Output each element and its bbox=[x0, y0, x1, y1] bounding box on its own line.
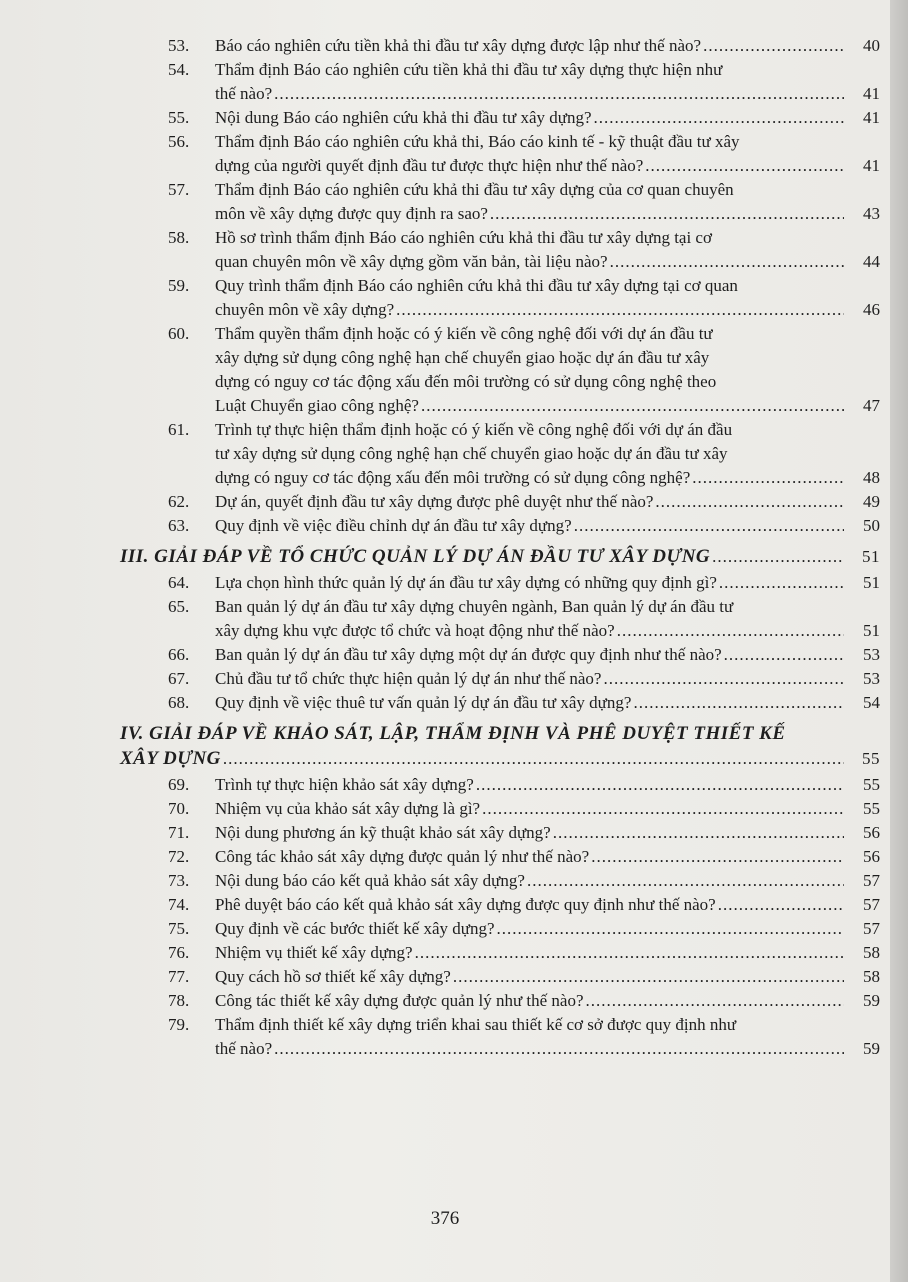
entry-number: 56. bbox=[168, 132, 190, 151]
entry-text: Dự án, quyết định đầu tư xây dựng được phê duyệt như thế nào? bbox=[215, 492, 654, 511]
entry-text: Quy cách hồ sơ thiết kế xây dựng? bbox=[215, 967, 451, 986]
entry-text-line bbox=[120, 544, 844, 569]
table-of-contents bbox=[120, 34, 880, 1061]
entry-text-line bbox=[215, 1037, 844, 1061]
toc-group-a bbox=[120, 34, 880, 538]
page-ref: 56 bbox=[863, 823, 880, 842]
entry-text: III. GIẢI ĐÁP VỀ TỔ CHỨC QUẢN LÝ DỰ ÁN ĐẦU TƯ XÂY DỰNG bbox=[120, 546, 711, 567]
page-ref: 59 bbox=[863, 991, 880, 1010]
toc-entry bbox=[120, 58, 880, 106]
entry-number: 61. bbox=[168, 420, 190, 439]
dot-leader bbox=[415, 941, 844, 965]
entry-text: quan chuyên môn về xây dựng gồm văn bản, tài liệu nào? bbox=[215, 252, 608, 271]
toc-entry bbox=[120, 821, 880, 845]
entry-number: 57. bbox=[168, 180, 190, 199]
dot-leader bbox=[396, 298, 844, 322]
dot-leader bbox=[421, 394, 844, 418]
entry-number: 79. bbox=[168, 1015, 190, 1034]
entry-text: Quy trình thẩm định Báo cáo nghiên cứu khả thi đầu tư xây dựng tại cơ quan bbox=[215, 276, 738, 295]
dot-leader bbox=[617, 619, 844, 643]
toc-entry bbox=[120, 490, 880, 514]
page-ref: 57 bbox=[863, 919, 880, 938]
dot-leader bbox=[703, 34, 844, 58]
dot-leader bbox=[692, 466, 844, 490]
dot-leader bbox=[591, 845, 844, 869]
entry-text-line bbox=[215, 466, 844, 490]
entry-text: Ban quản lý dự án đầu tư xây dựng một dự án được quy định như thế nào? bbox=[215, 645, 722, 664]
entry-text: Quy định về việc điều chỉnh dự án đầu tư xây dựng? bbox=[215, 516, 572, 535]
toc-entry bbox=[120, 34, 880, 58]
entry-text-line bbox=[215, 821, 844, 845]
entry-text-line bbox=[215, 394, 844, 418]
toc-entry bbox=[120, 226, 880, 274]
dot-leader bbox=[497, 917, 845, 941]
toc-entry bbox=[120, 917, 880, 941]
entry-text: Công tác thiết kế xây dựng được quản lý như thế nào? bbox=[215, 991, 584, 1010]
page-ref: 41 bbox=[863, 84, 880, 103]
entry-number: 70. bbox=[168, 799, 190, 818]
page-ref: 44 bbox=[863, 252, 880, 271]
dot-leader bbox=[274, 1037, 844, 1061]
entry-text: XÂY DỰNG bbox=[120, 748, 221, 769]
page-ref: 59 bbox=[863, 1039, 880, 1058]
toc-entry bbox=[120, 595, 880, 643]
toc-entry bbox=[120, 106, 880, 130]
dot-leader bbox=[610, 250, 844, 274]
toc-entry bbox=[120, 178, 880, 226]
entry-text-line bbox=[215, 965, 844, 989]
entry-text: môn về xây dựng được quy định ra sao? bbox=[215, 204, 488, 223]
page-ref: 41 bbox=[863, 156, 880, 175]
entry-text-line bbox=[215, 514, 844, 538]
toc-entry bbox=[120, 691, 880, 715]
entry-text: Nội dung báo cáo kết quả khảo sát xây dựng? bbox=[215, 871, 525, 890]
entry-text: Luật Chuyển giao công nghệ? bbox=[215, 396, 419, 415]
page-ref: 55 bbox=[863, 775, 880, 794]
entry-text-line bbox=[215, 797, 844, 821]
entry-text: Quy định về việc thuê tư vấn quản lý dự án đầu tư xây dựng? bbox=[215, 693, 632, 712]
entry-text: Ban quản lý dự án đầu tư xây dựng chuyên ngành, Ban quản lý dự án đầu tư bbox=[215, 597, 734, 616]
toc-group-b bbox=[120, 571, 880, 715]
entry-number: 65. bbox=[168, 597, 190, 616]
entry-text: Công tác khảo sát xây dựng được quản lý như thế nào? bbox=[215, 847, 590, 866]
entry-text: Chủ đầu tư tổ chức thực hiện quản lý dự án như thế nào? bbox=[215, 669, 602, 688]
entry-text-line bbox=[215, 941, 844, 965]
dot-leader bbox=[476, 773, 844, 797]
entry-number: 67. bbox=[168, 669, 190, 688]
toc-group-c bbox=[120, 773, 880, 1061]
entry-text-line bbox=[215, 691, 844, 715]
page-ref: 57 bbox=[863, 871, 880, 890]
page-ref: 43 bbox=[863, 204, 880, 223]
page-ref: 46 bbox=[863, 300, 880, 319]
page-ref: 51 bbox=[863, 573, 880, 592]
entry-number: 62. bbox=[168, 492, 190, 511]
entry-text: dựng của người quyết định đầu tư được thực hiện như thế nào? bbox=[215, 156, 644, 175]
entry-number: 72. bbox=[168, 847, 190, 866]
toc-entry bbox=[120, 965, 880, 989]
dot-leader bbox=[223, 746, 844, 771]
toc-entry bbox=[120, 989, 880, 1013]
page-ref: 53 bbox=[863, 669, 880, 688]
page-ref: 55 bbox=[863, 799, 880, 818]
entry-number: 76. bbox=[168, 943, 190, 962]
dot-leader bbox=[274, 82, 844, 106]
entry-text-line bbox=[215, 34, 844, 58]
entry-number: 71. bbox=[168, 823, 190, 842]
entry-number: 60. bbox=[168, 324, 190, 343]
entry-text: Lựa chọn hình thức quản lý dự án đầu tư xây dựng có những quy định gì? bbox=[215, 573, 717, 592]
page-ref: 55 bbox=[862, 749, 880, 768]
dot-leader bbox=[490, 202, 844, 226]
entry-text-line bbox=[215, 773, 844, 797]
entry-text: thế nào? bbox=[215, 84, 273, 103]
dot-leader bbox=[553, 821, 844, 845]
toc-entry bbox=[120, 869, 880, 893]
entry-text: thế nào? bbox=[215, 1039, 273, 1058]
entry-text: Nhiệm vụ của khảo sát xây dựng là gì? bbox=[215, 799, 481, 818]
toc-entry bbox=[120, 571, 880, 595]
dot-leader bbox=[586, 989, 844, 1013]
entry-number: 58. bbox=[168, 228, 190, 247]
entry-text: Phê duyệt báo cáo kết quả khảo sát xây dựng được quy định như thế nào? bbox=[215, 895, 716, 914]
page-ref: 58 bbox=[863, 967, 880, 986]
page-ref: 58 bbox=[863, 943, 880, 962]
dot-leader bbox=[719, 571, 844, 595]
toc-entry bbox=[120, 322, 880, 418]
entry-text-line bbox=[215, 667, 844, 691]
entry-number: 68. bbox=[168, 693, 190, 712]
dot-leader bbox=[482, 797, 844, 821]
page-ref: 40 bbox=[863, 36, 880, 55]
page-number: 376 bbox=[430, 1208, 460, 1229]
entry-number: 78. bbox=[168, 991, 190, 1010]
entry-number: 54. bbox=[168, 60, 190, 79]
page-ref: 54 bbox=[863, 693, 880, 712]
dot-leader bbox=[574, 514, 844, 538]
dot-leader bbox=[633, 691, 844, 715]
entry-text-line bbox=[215, 298, 844, 322]
page-ref: 41 bbox=[863, 108, 880, 127]
section-heading-iv bbox=[120, 721, 880, 771]
dot-leader bbox=[655, 490, 844, 514]
entry-text: chuyên môn về xây dựng? bbox=[215, 300, 395, 319]
entry-number: 74. bbox=[168, 895, 190, 914]
entry-text: dựng có nguy cơ tác động xấu đến môi trường có sử dụng công nghệ? bbox=[215, 468, 691, 487]
page-ref: 50 bbox=[863, 516, 880, 535]
entry-number: 59. bbox=[168, 276, 190, 295]
entry-text: Quy định về các bước thiết kế xây dựng? bbox=[215, 919, 495, 938]
toc-entry bbox=[120, 667, 880, 691]
entry-text-line bbox=[215, 154, 844, 178]
page-ref: 57 bbox=[863, 895, 880, 914]
entry-text: Thẩm định thiết kế xây dựng triển khai sau thiết kế cơ sở được quy định như bbox=[215, 1015, 737, 1034]
entry-number: 64. bbox=[168, 573, 190, 592]
entry-text: Hồ sơ trình thẩm định Báo cáo nghiên cứu khả thi đầu tư xây dựng tại cơ bbox=[215, 228, 712, 247]
entry-text-line bbox=[215, 250, 844, 274]
toc-entry bbox=[120, 274, 880, 322]
toc-entry bbox=[120, 773, 880, 797]
entry-number: 63. bbox=[168, 516, 190, 535]
entry-text-line bbox=[215, 643, 844, 667]
entry-text-line bbox=[215, 202, 844, 226]
entry-text: Trình tự thực hiện khảo sát xây dựng? bbox=[215, 775, 474, 794]
entry-text: Nhiệm vụ thiết kế xây dựng? bbox=[215, 943, 413, 962]
page-ref: 56 bbox=[863, 847, 880, 866]
dot-leader bbox=[645, 154, 844, 178]
entry-text: Thẩm định Báo cáo nghiên cứu tiền khả thi đầu tư xây dựng thực hiện như bbox=[215, 60, 723, 79]
page-ref: 47 bbox=[863, 396, 880, 415]
entry-text: IV. GIẢI ĐÁP VỀ KHẢO SÁT, LẬP, THẨM ĐỊNH VÀ PHÊ DUYỆT THIẾT KẾ bbox=[120, 723, 786, 744]
toc-entry bbox=[120, 643, 880, 667]
page-ref: 51 bbox=[862, 547, 880, 566]
entry-text: Nội dung Báo cáo nghiên cứu khả thi đầu tư xây dựng? bbox=[215, 108, 592, 127]
entry-text: Trình tự thực hiện thẩm định hoặc có ý kiến về công nghệ đối với dự án đầu bbox=[215, 420, 733, 439]
entry-number: 75. bbox=[168, 919, 190, 938]
entry-number: 55. bbox=[168, 108, 190, 127]
entry-text-line bbox=[215, 619, 844, 643]
page-ref: 51 bbox=[863, 621, 880, 640]
toc-entry bbox=[120, 845, 880, 869]
toc-entry bbox=[120, 893, 880, 917]
entry-text-line bbox=[215, 82, 844, 106]
section-heading-iii bbox=[120, 544, 880, 569]
toc-entry bbox=[120, 130, 880, 178]
book-edge bbox=[890, 0, 908, 1282]
dot-leader bbox=[603, 667, 844, 691]
entry-text: Thẩm định Báo cáo nghiên cứu khả thi, Báo cáo kinh tế - kỹ thuật đầu tư xây bbox=[215, 132, 740, 151]
entry-number: 53. bbox=[168, 36, 190, 55]
entry-text: Thẩm định Báo cáo nghiên cứu khả thi đầu tư xây dựng của cơ quan chuyên bbox=[215, 180, 734, 199]
entry-text-line bbox=[215, 106, 844, 130]
entry-text-line bbox=[215, 490, 844, 514]
entry-number: 66. bbox=[168, 645, 190, 664]
entry-text-line bbox=[215, 571, 844, 595]
entry-text-line bbox=[120, 746, 844, 771]
toc-entry bbox=[120, 797, 880, 821]
entry-text: Báo cáo nghiên cứu tiền khả thi đầu tư xây dựng được lập như thế nào? bbox=[215, 36, 702, 55]
entry-number: 77. bbox=[168, 967, 190, 986]
page-ref: 49 bbox=[863, 492, 880, 511]
entry-text: dựng có nguy cơ tác động xấu đến môi trường có sử dụng công nghệ theo bbox=[215, 372, 717, 391]
dot-leader bbox=[718, 893, 844, 917]
toc-entry bbox=[120, 941, 880, 965]
entry-text: Thẩm quyền thẩm định hoặc có ý kiến về công nghệ đối với dự án đầu tư bbox=[215, 324, 713, 343]
dot-leader bbox=[527, 869, 844, 893]
entry-text: xây dựng sử dụng công nghệ hạn chế chuyển giao hoặc dự án đầu tư xây bbox=[215, 348, 710, 367]
dot-leader bbox=[724, 643, 844, 667]
dot-leader bbox=[453, 965, 844, 989]
dot-leader bbox=[594, 106, 844, 130]
entry-text-line bbox=[215, 989, 844, 1013]
page-ref: 48 bbox=[863, 468, 880, 487]
entry-number: 73. bbox=[168, 871, 190, 890]
entry-text-line bbox=[215, 893, 844, 917]
entry-text: Nội dung phương án kỹ thuật khảo sát xây dựng? bbox=[215, 823, 551, 842]
entry-text-line bbox=[215, 869, 844, 893]
toc-entry bbox=[120, 418, 880, 490]
toc-entry bbox=[120, 514, 880, 538]
page-ref: 53 bbox=[863, 645, 880, 664]
dot-leader bbox=[712, 544, 844, 569]
entry-number: 69. bbox=[168, 775, 190, 794]
toc-entry bbox=[120, 1013, 880, 1061]
entry-text: xây dựng khu vực được tổ chức và hoạt động như thế nào? bbox=[215, 621, 615, 640]
entry-text-line bbox=[215, 845, 844, 869]
entry-text-line bbox=[215, 917, 844, 941]
entry-text: tư xây dựng sử dụng công nghệ hạn chế chuyển giao hoặc dự án đầu tư xây bbox=[215, 444, 728, 463]
